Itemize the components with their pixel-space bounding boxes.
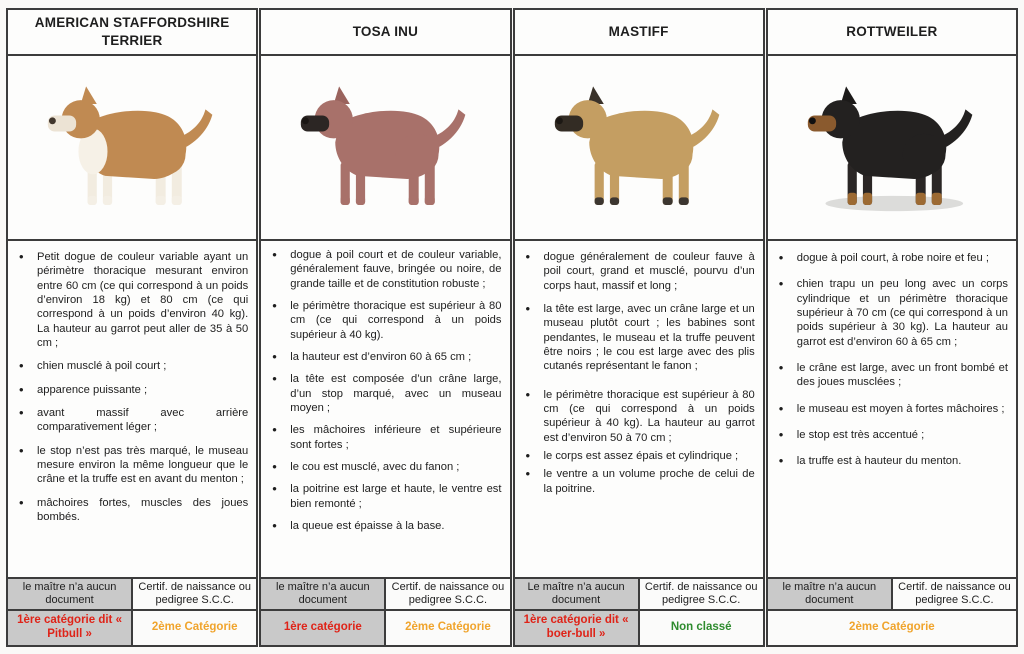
category-no-document: 1ère catégorie dit « Pitbull » <box>8 611 133 645</box>
description-bullet: • mâchoires fortes, muscles des joues bombés. <box>12 496 248 525</box>
breed-description-list <box>261 241 509 579</box>
description-bullet: • le museau est moyen à fortes mâchoires ; <box>772 402 1008 416</box>
description-bullet: • le périmètre thoracique est supérieur à 80 cm (ce qui correspond à un poids supérieur à 40 kg). La hauteur au garrot est d’environ 50 à 70 cm ; <box>519 388 755 445</box>
category-no-document: 1ère catégorie <box>261 611 386 645</box>
description-bullet: • chien trapu un peu long avec un corps cylindrique et un périmètre thoracique supérieur à 70 cm (ce qui correspond à un poids supérieur à 30 kg). La hauteur au garrot est d’environ 60 à 65 cm ; <box>772 277 1008 349</box>
description-bullet: • le stop est très accentué ; <box>772 428 1008 442</box>
tosa-inu-photo <box>261 56 509 241</box>
description-bullet: • le crâne est large, avec un front bombé et des joues musclées ; <box>772 361 1008 390</box>
breed-header: AMERICAN STAFFORDSHIRE TERRIER <box>8 10 256 56</box>
description-bullet: • la hauteur est d’environ 60 à 65 cm ; <box>265 350 501 364</box>
dog-breeds-comparison-table <box>6 8 1018 647</box>
description-bullet: • chien musclé à poil court ; <box>12 359 248 373</box>
breed-column-mastiff <box>513 8 765 647</box>
no-document-label: le maître n’a aucun document <box>8 579 133 609</box>
breed-column-american-staffordshire-terrier <box>6 8 258 647</box>
document-status-row <box>768 579 1016 611</box>
description-bullet: • les mâchoires inférieure et supérieure sont fortes ; <box>265 423 501 452</box>
category-pedigree: 2ème Catégorie <box>386 611 509 645</box>
document-status-row <box>261 579 509 611</box>
description-bullet: • dogue généralement de couleur fauve à poil court, grand et musclé, pourvu d’un corps haut, massif et long ; <box>519 250 755 293</box>
description-bullet: • apparence puissante ; <box>12 383 248 397</box>
category-row <box>515 611 763 645</box>
description-bullet: • dogue à poil court, à robe noire et feu ; <box>772 251 1008 265</box>
description-bullet: • la poitrine est large et haute, le ventre est bien remonté ; <box>265 482 501 511</box>
description-bullet: • la truffe est à hauteur du menton. <box>772 454 1008 468</box>
description-bullet: • la queue est épaisse à la base. <box>265 519 501 533</box>
pedigree-label: Certif. de naissance ou pedigree S.C.C. <box>640 579 763 609</box>
mastiff-photo <box>515 56 763 241</box>
description-bullet: • la tête est large, avec un crâne large et un museau plutôt court ; les babines sont pendantes, le museau et la truffe peuvent être noirs ; le cou est large avec des plis cutanés représentant le fanon ; <box>519 302 755 374</box>
dog-illustration <box>297 81 473 215</box>
pedigree-label: Certif. de naissance ou pedigree S.C.C. <box>386 579 509 609</box>
category-row <box>768 611 1016 645</box>
breed-header: MASTIFF <box>515 10 763 56</box>
description-bullet: • avant massif avec arrière comparativement léger ; <box>12 406 248 435</box>
dog-illustration <box>551 81 727 215</box>
breed-header: TOSA INU <box>261 10 509 56</box>
document-status-row <box>8 579 256 611</box>
no-document-label: Le maître n’a aucun document <box>515 579 640 609</box>
description-bullet: • le stop n’est pas très marqué, le museau mesure environ la même longueur que le crâne et la truffe est en avant du menton ; <box>12 444 248 487</box>
american-staffordshire-terrier-photo <box>8 56 256 241</box>
category-row <box>261 611 509 645</box>
description-bullet: • le corps est assez épais et cylindrique ; <box>519 449 755 463</box>
pedigree-label: Certif. de naissance ou pedigree S.C.C. <box>893 579 1016 609</box>
dog-illustration <box>44 81 220 215</box>
description-bullet: • le ventre a un volume proche de celui de la poitrine. <box>519 467 755 496</box>
pedigree-label: Certif. de naissance ou pedigree S.C.C. <box>133 579 256 609</box>
breed-description-list <box>768 241 1016 579</box>
breed-column-tosa-inu <box>259 8 511 647</box>
no-document-label: le maître n’a aucun document <box>261 579 386 609</box>
breed-description-list <box>8 241 256 579</box>
description-bullet: • dogue à poil court et de couleur variable, généralement fauve, bringée ou noire, de grande taille et de constitution robuste ; <box>265 248 501 291</box>
document-status-row <box>515 579 763 611</box>
breed-description-list <box>515 241 763 579</box>
dog-illustration <box>804 81 980 215</box>
description-bullet: • le périmètre thoracique est supérieur à 80 cm (ce qui correspond à un poids supérieur à 40 kg). <box>265 299 501 342</box>
category-pedigree: Non classé <box>640 611 763 645</box>
description-bullet: • le cou est musclé, avec du fanon ; <box>265 460 501 474</box>
category-pedigree: 2ème Catégorie <box>133 611 256 645</box>
category-row <box>8 611 256 645</box>
rottweiler-photo <box>768 56 1016 241</box>
description-bullet: • Petit dogue de couleur variable ayant un périmètre thoracique mesurant environ entre 60 cm (ce qui correspond à un poids d’environ 18 kg) et 80 cm (ce qui correspond à un poids d’environ 40 kg). La hauteur au garrot peut aller de 35 à 50 cm ; <box>12 250 248 350</box>
no-document-label: le maître n’a aucun document <box>768 579 893 609</box>
breed-header: ROTTWEILER <box>768 10 1016 56</box>
category-no-document: 1ère catégorie dit « boer-bull » <box>515 611 640 645</box>
breed-column-rottweiler <box>766 8 1018 647</box>
category-all: 2ème Catégorie <box>768 611 1016 645</box>
description-bullet: • la tête est composée d’un crâne large, d’un stop marqué, avec un museau moyen ; <box>265 372 501 415</box>
